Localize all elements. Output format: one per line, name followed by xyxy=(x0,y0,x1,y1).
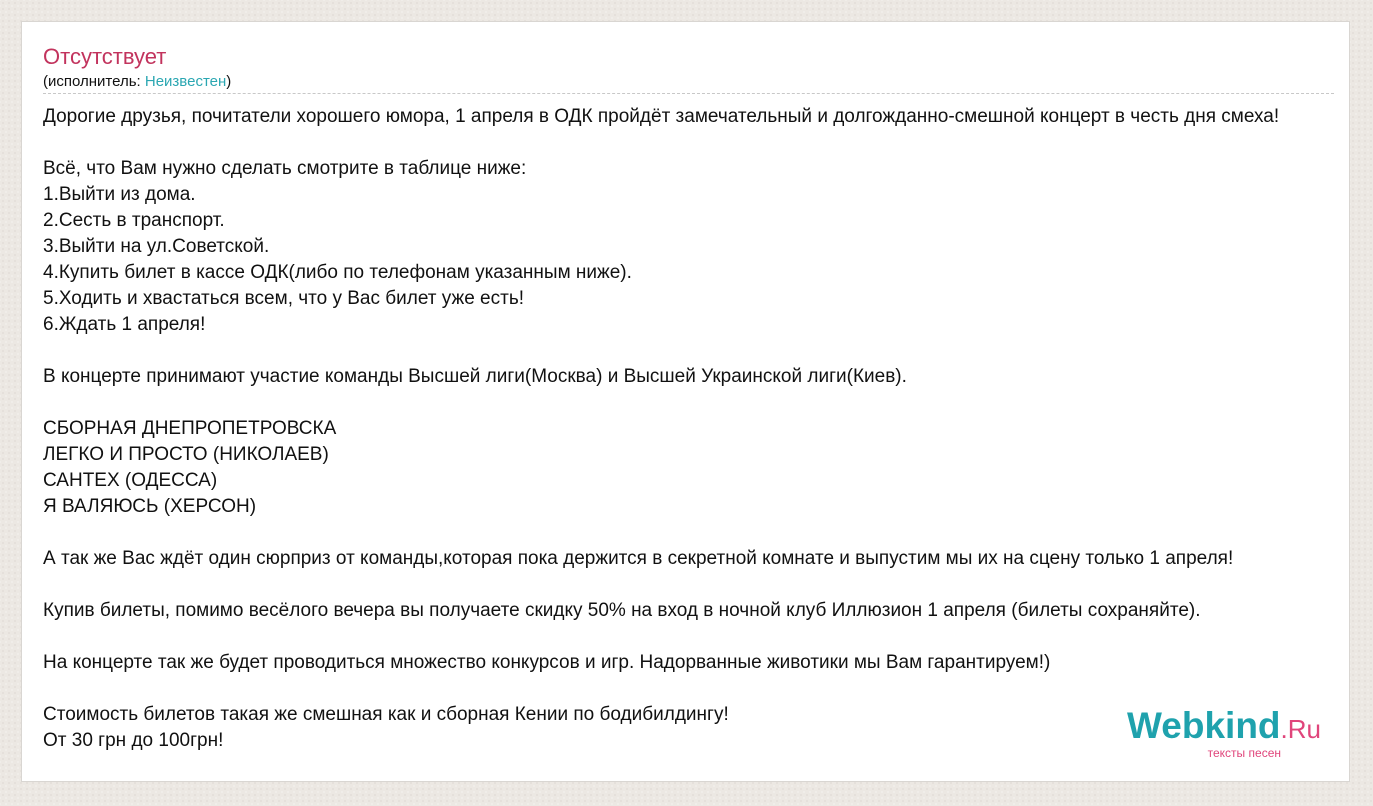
logo-wordmark xyxy=(1127,705,1321,747)
lyric-blank-line xyxy=(43,520,1349,546)
lyric-line: 5.Ходить и хвастаться всем, что у Вас билет уже есть! xyxy=(43,288,524,309)
lyric-line: 4.Купить билет в кассе ОДК(либо по телефонам указанным ниже). xyxy=(43,262,632,283)
lyric-blank-line xyxy=(43,624,1349,650)
lyric-line: 2.Сесть в транспорт. xyxy=(43,210,225,231)
logo-tagline: тексты песен xyxy=(1207,746,1281,760)
lyrics-body xyxy=(43,104,1349,754)
lyric-line: Дорогие друзья, почитатели хорошего юмора, 1 апреля в ОДК пройдёт замечательный и долгожданно-смешной концерт в честь дня смеха! xyxy=(43,106,1280,127)
lyric-line: САНТЕХ (ОДЕССА) xyxy=(43,470,218,491)
lyric-line: 1.Выйти из дома. xyxy=(43,184,196,205)
lyric-line: 3.Выйти на ул.Советской. xyxy=(43,236,270,257)
artist-prefix: (исполнитель: xyxy=(43,73,145,90)
lyric-blank-line xyxy=(43,572,1349,598)
lyric-line: А так же Вас ждёт один сюрприз от команды,которая пока держится в секретной комнате и выпустим мы их на сцену только 1 апреля! xyxy=(43,548,1234,569)
lyric-line: Купив билеты, помимо весёлого вечера вы получаете скидку 50% на вход в ночной клуб Иллюзион 1 апреля (билеты сохраняйте). xyxy=(43,600,1201,621)
lyric-line: Всё, что Вам нужно сделать смотрите в таблице ниже: xyxy=(43,158,527,179)
artist-line xyxy=(43,73,231,91)
lyric-line: На концерте так же будет проводиться множество конкурсов и игр. Надорванные животики мы Вам гарантируем!) xyxy=(43,652,1051,673)
lyric-line: СБОРНАЯ ДНЕПРОПЕТРОВСКА xyxy=(43,418,337,439)
lyric-line: 6.Ждать 1 апреля! xyxy=(43,314,206,335)
song-title: Отсутствует xyxy=(43,44,167,69)
lyric-blank-line xyxy=(43,390,1349,416)
lyrics-card xyxy=(21,21,1350,782)
lyric-line: Я ВАЛЯЮСЬ (ХЕРСОН) xyxy=(43,496,257,517)
lyric-blank-line xyxy=(43,130,1349,156)
lyric-line: ЛЕГКО И ПРОСТО (НИКОЛАЕВ) xyxy=(43,444,329,465)
lyric-line: От 30 грн до 100грн! xyxy=(43,730,224,751)
lyric-line: В концерте принимают участие команды Высшей лиги(Москва) и Высшей Украинской лиги(Киев). xyxy=(43,366,907,387)
site-logo[interactable] xyxy=(1127,705,1321,760)
title-divider xyxy=(43,93,1334,94)
logo-tld: .Ru xyxy=(1280,714,1321,744)
artist-suffix: ) xyxy=(226,73,232,90)
artist-link[interactable]: Неизвестен xyxy=(144,73,227,90)
lyric-blank-line xyxy=(43,676,1349,702)
lyric-line: Стоимость билетов такая же смешная как и сборная Кении по бодибилдингу! xyxy=(43,704,729,725)
lyric-blank-line xyxy=(43,338,1349,364)
logo-brand: Webkind xyxy=(1127,705,1281,746)
